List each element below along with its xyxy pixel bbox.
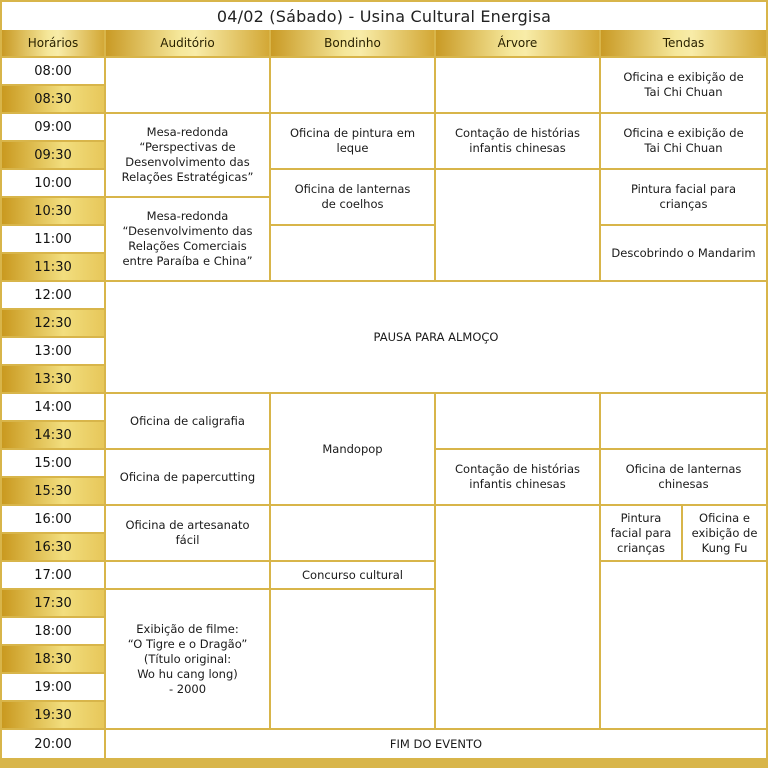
- event-pausa-almoco: PAUSA PARA ALMOÇO: [106, 282, 766, 394]
- time-slot: 17:00: [2, 562, 106, 590]
- time-slot: 14:00: [2, 394, 106, 422]
- event-contacao-historias-1: Contação de histórias infantis chinesas: [436, 114, 601, 170]
- empty-slot: [436, 394, 601, 450]
- time-slot: 15:00: [2, 450, 106, 478]
- time-slot: 10:00: [2, 170, 106, 198]
- empty-slot: [271, 58, 436, 114]
- page-title: 04/02 (Sábado) - Usina Cultural Energisa: [216, 6, 552, 26]
- event-pintura-facial-2: Pintura facial para crianças: [601, 506, 683, 562]
- header-auditorio: Auditório: [106, 30, 271, 58]
- event-artesanato: Oficina de artesanato fácil: [106, 506, 271, 562]
- time-slot: 16:30: [2, 534, 106, 562]
- header-arvore: Árvore: [436, 30, 601, 58]
- empty-slot: [106, 58, 271, 114]
- time-slot: 13:30: [2, 366, 106, 394]
- header-bondinho: Bondinho: [271, 30, 436, 58]
- empty-slot: [271, 226, 436, 282]
- time-slot: 11:30: [2, 254, 106, 282]
- event-concurso-cultural: Concurso cultural: [271, 562, 436, 590]
- event-pintura-facial-1: Pintura facial para crianças: [601, 170, 766, 226]
- empty-slot: [436, 506, 601, 730]
- header-tendas: Tendas: [601, 30, 766, 58]
- time-slot: 09:30: [2, 142, 106, 170]
- empty-slot: [601, 562, 766, 730]
- event-tai-chi-1: Oficina e exibição de Tai Chi Chuan: [601, 58, 766, 114]
- time-slot: 08:30: [2, 86, 106, 114]
- time-slot: 08:00: [2, 58, 106, 86]
- time-slot: 19:00: [2, 674, 106, 702]
- time-slot: 15:30: [2, 478, 106, 506]
- time-slot: 12:00: [2, 282, 106, 310]
- time-slot: 18:30: [2, 646, 106, 674]
- event-tai-chi-2: Oficina e exibição de Tai Chi Chuan: [601, 114, 766, 170]
- event-fim: FIM DO EVENTO: [106, 730, 766, 758]
- event-mesa-redonda-1: Mesa-redonda “Perspectivas de Desenvolvimento das Relações Estratégicas”: [106, 114, 271, 198]
- event-pintura-leque: Oficina de pintura em leque: [271, 114, 436, 170]
- event-filme: Exibição de filme: “O Tigre e o Dragão” (Título original: Wo hu cang long) - 2000: [106, 590, 271, 730]
- time-slot: 14:30: [2, 422, 106, 450]
- time-slot: 16:00: [2, 506, 106, 534]
- empty-slot: [271, 506, 436, 562]
- time-slot: 12:30: [2, 310, 106, 338]
- empty-slot: [601, 394, 766, 450]
- event-lanternas-coelhos: Oficina de lanternas de coelhos: [271, 170, 436, 226]
- event-caligrafia: Oficina de caligrafia: [106, 394, 271, 450]
- event-mesa-redonda-2: Mesa-redonda “Desenvolvimento das Relações Comerciais entre Paraíba e China”: [106, 198, 271, 282]
- empty-slot: [106, 562, 271, 590]
- time-slot: 10:30: [2, 198, 106, 226]
- event-mandopop: Mandopop: [271, 394, 436, 506]
- schedule-grid: [2, 30, 766, 768]
- event-papercutting: Oficina de papercutting: [106, 450, 271, 506]
- empty-slot: [271, 590, 436, 730]
- tendas-split-slot: [601, 506, 766, 562]
- event-lanternas-chinesas: Oficina de lanternas chinesas: [601, 450, 766, 506]
- event-contacao-historias-2: Contação de histórias infantis chinesas: [436, 450, 601, 506]
- time-slot: 11:00: [2, 226, 106, 254]
- event-kung-fu: Oficina e exibição de Kung Fu: [683, 506, 766, 562]
- time-slot: 20:00: [2, 730, 106, 758]
- header-times: Horários: [2, 30, 106, 58]
- time-slot: 13:00: [2, 338, 106, 366]
- event-mandarim: Descobrindo o Mandarim: [601, 226, 766, 282]
- time-slot: 09:00: [2, 114, 106, 142]
- empty-slot: [436, 170, 601, 282]
- time-slot: 17:30: [2, 590, 106, 618]
- time-slot: 18:00: [2, 618, 106, 646]
- time-slot: 19:30: [2, 702, 106, 730]
- empty-slot: [436, 58, 601, 114]
